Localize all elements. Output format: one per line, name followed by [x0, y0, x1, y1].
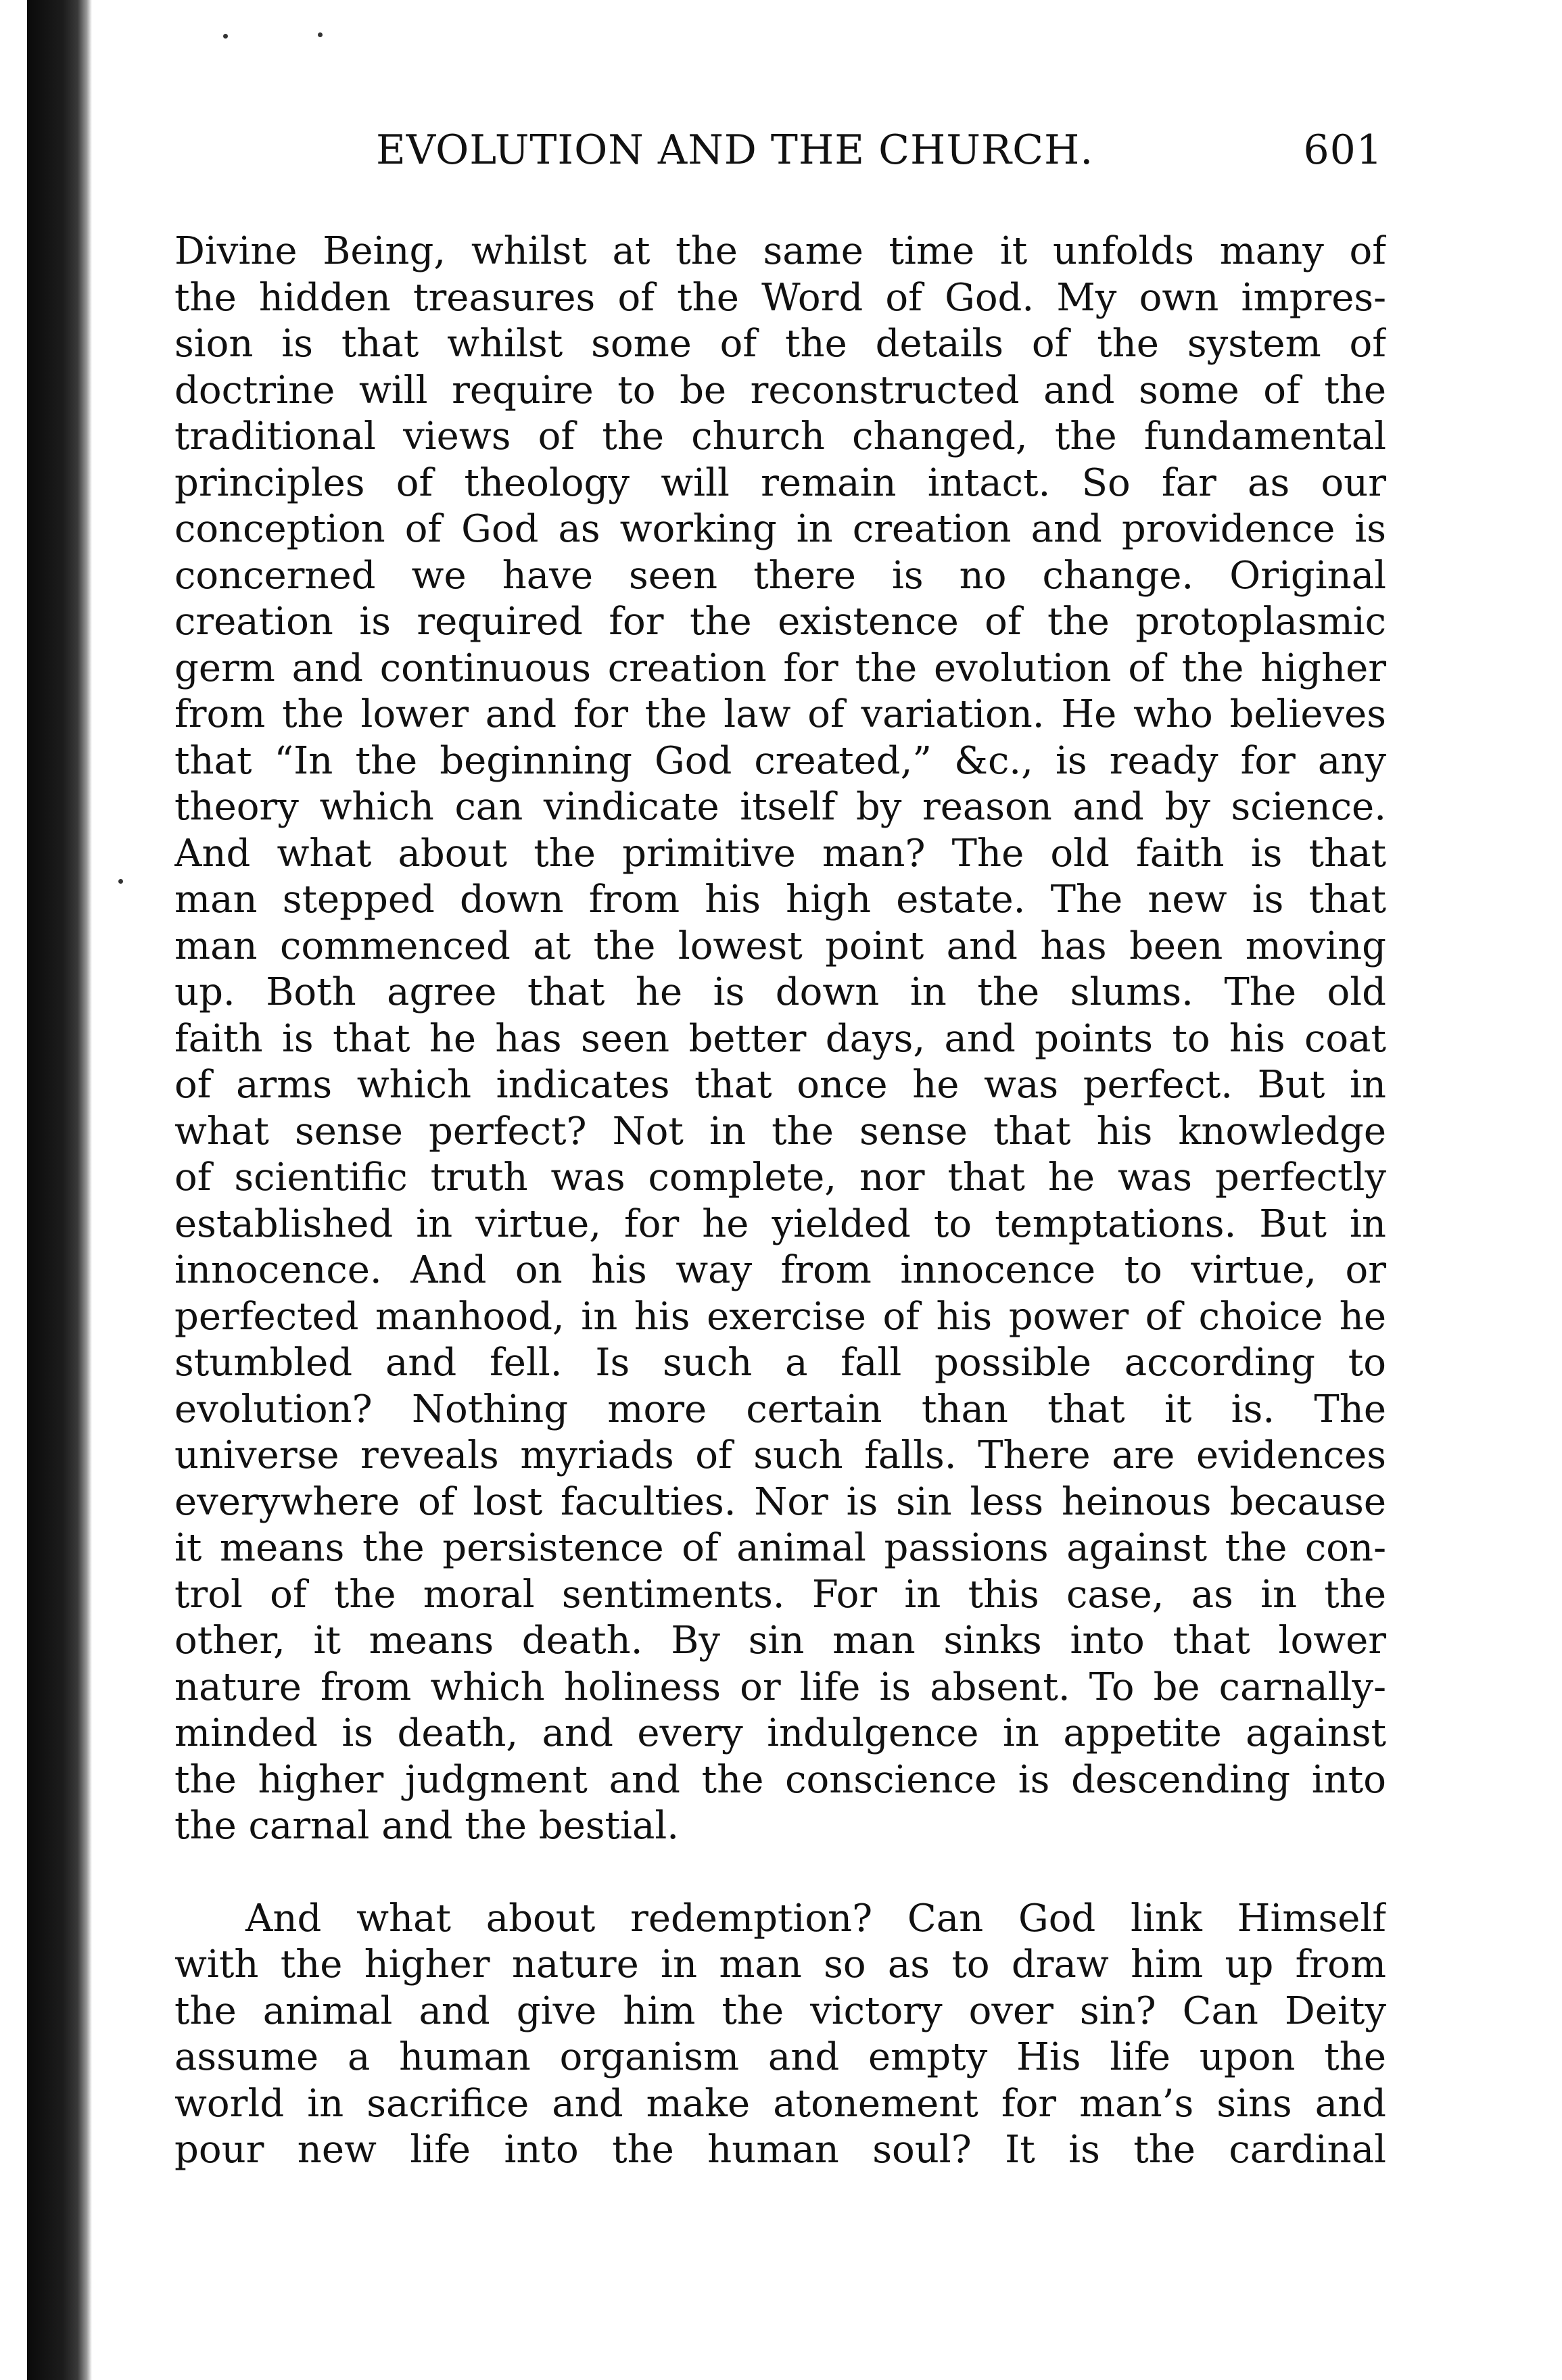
text-line: And what about redemption? Can God link Himself [245, 1896, 1386, 1941]
text-line: the hidden treasures of the Word of God. My own impres- [174, 275, 1386, 320]
text-line: germ and continuous creation for the evolution of the higher [174, 646, 1386, 690]
text-line: of arms which indicates that once he was perfect. But in [174, 1063, 1386, 1107]
print-speck [223, 34, 228, 39]
text-line: Divine Being, whilst at the same time it unfolds many of [174, 229, 1386, 273]
paragraph-gap [174, 1850, 1386, 1896]
text-line: of scientific truth was complete, nor that he was perfectly [174, 1156, 1386, 1199]
text-line: creation is required for the existence of the protoplasmic [174, 600, 1386, 644]
text-line: with the higher nature in man so as to draw him up from [174, 1943, 1386, 1986]
text-line: conception of God as working in creation and providence is [174, 507, 1386, 551]
text-line: concerned we have seen there is no change. Original [174, 553, 1386, 598]
text-line: sion is that whilst some of the details of the system of [174, 322, 1386, 366]
paragraph [174, 1896, 1386, 2174]
running-title: EVOLUTION AND THE CHURCH. [376, 126, 1094, 174]
text-line: doctrine will require to be reconstructed and some of the [174, 368, 1386, 412]
text-line: world in sacrifice and make atonement for man’s sins and [174, 2081, 1386, 2126]
text-line: the higher judgment and the conscience is descending into [174, 1757, 1386, 1802]
text-line: principles of theology will remain intact. So far as our [174, 460, 1386, 505]
text-line: what sense perfect? Not in the sense that his knowledge [174, 1109, 1386, 1153]
text-line: that “In the beginning God created,” &c., is ready for any [174, 738, 1386, 783]
text-line: innocence. And on his way from innocence to virtue, or [174, 1248, 1386, 1292]
text-line: from the lower and for the law of variation. He who believes [174, 692, 1386, 736]
text-line: man commenced at the lowest point and has been moving [174, 924, 1386, 968]
text-line: it means the persistence of animal passions against the con- [174, 1526, 1386, 1570]
page-binding-edge [27, 0, 92, 2380]
text-line: established in virtue, for he yielded to temptations. But in [174, 1201, 1386, 1246]
text-line: pour new life into the human soul? It is the cardinal [174, 2128, 1386, 2172]
text-line: everywhere of lost faculties. Nor is sin less heinous because [174, 1479, 1386, 1524]
text-line: evolution? Nothing more certain than that it is. The [174, 1387, 1386, 1431]
text-line: minded is death, and every indulgence in appetite against [174, 1711, 1386, 1755]
text-line: the carnal and the bestial. [174, 1804, 680, 1848]
text-line: trol of the moral sentiments. For in this case, as in the [174, 1572, 1386, 1617]
text-line: up. Both agree that he is down in the slums. The old [174, 970, 1386, 1014]
text-line: other, it means death. By sin man sinks into that lower [174, 1619, 1386, 1663]
text-line: man stepped down from his high estate. The new is that [174, 878, 1386, 922]
text-line: theory which can vindicate itself by reason and by science. [174, 785, 1386, 829]
page-number: 601 [1303, 126, 1383, 174]
text-line: assume a human organism and empty His life upon the [174, 2035, 1386, 2079]
body-text [174, 229, 1386, 2174]
print-speck [318, 32, 323, 37]
text-line: the animal and give him the victory over sin? Can Deity [174, 1989, 1386, 2033]
text-line: nature from which holiness or life is absent. To be carnally- [174, 1665, 1386, 1709]
text-line: stumbled and fell. Is such a fall possible according to [174, 1341, 1386, 1385]
print-speck [118, 879, 123, 884]
text-line: traditional views of the church changed, the fundamental [174, 414, 1386, 458]
text-line: universe reveals myriads of such falls. There are evidences [174, 1433, 1386, 1477]
page-header [183, 123, 1383, 177]
text-line: faith is that he has seen better days, and points to his coat [174, 1016, 1386, 1061]
text-line: perfected manhood, in his exercise of his power of choice he [174, 1294, 1386, 1339]
paragraph [174, 229, 1386, 1850]
text-line: And what about the primitive man? The old faith is that [174, 831, 1386, 876]
